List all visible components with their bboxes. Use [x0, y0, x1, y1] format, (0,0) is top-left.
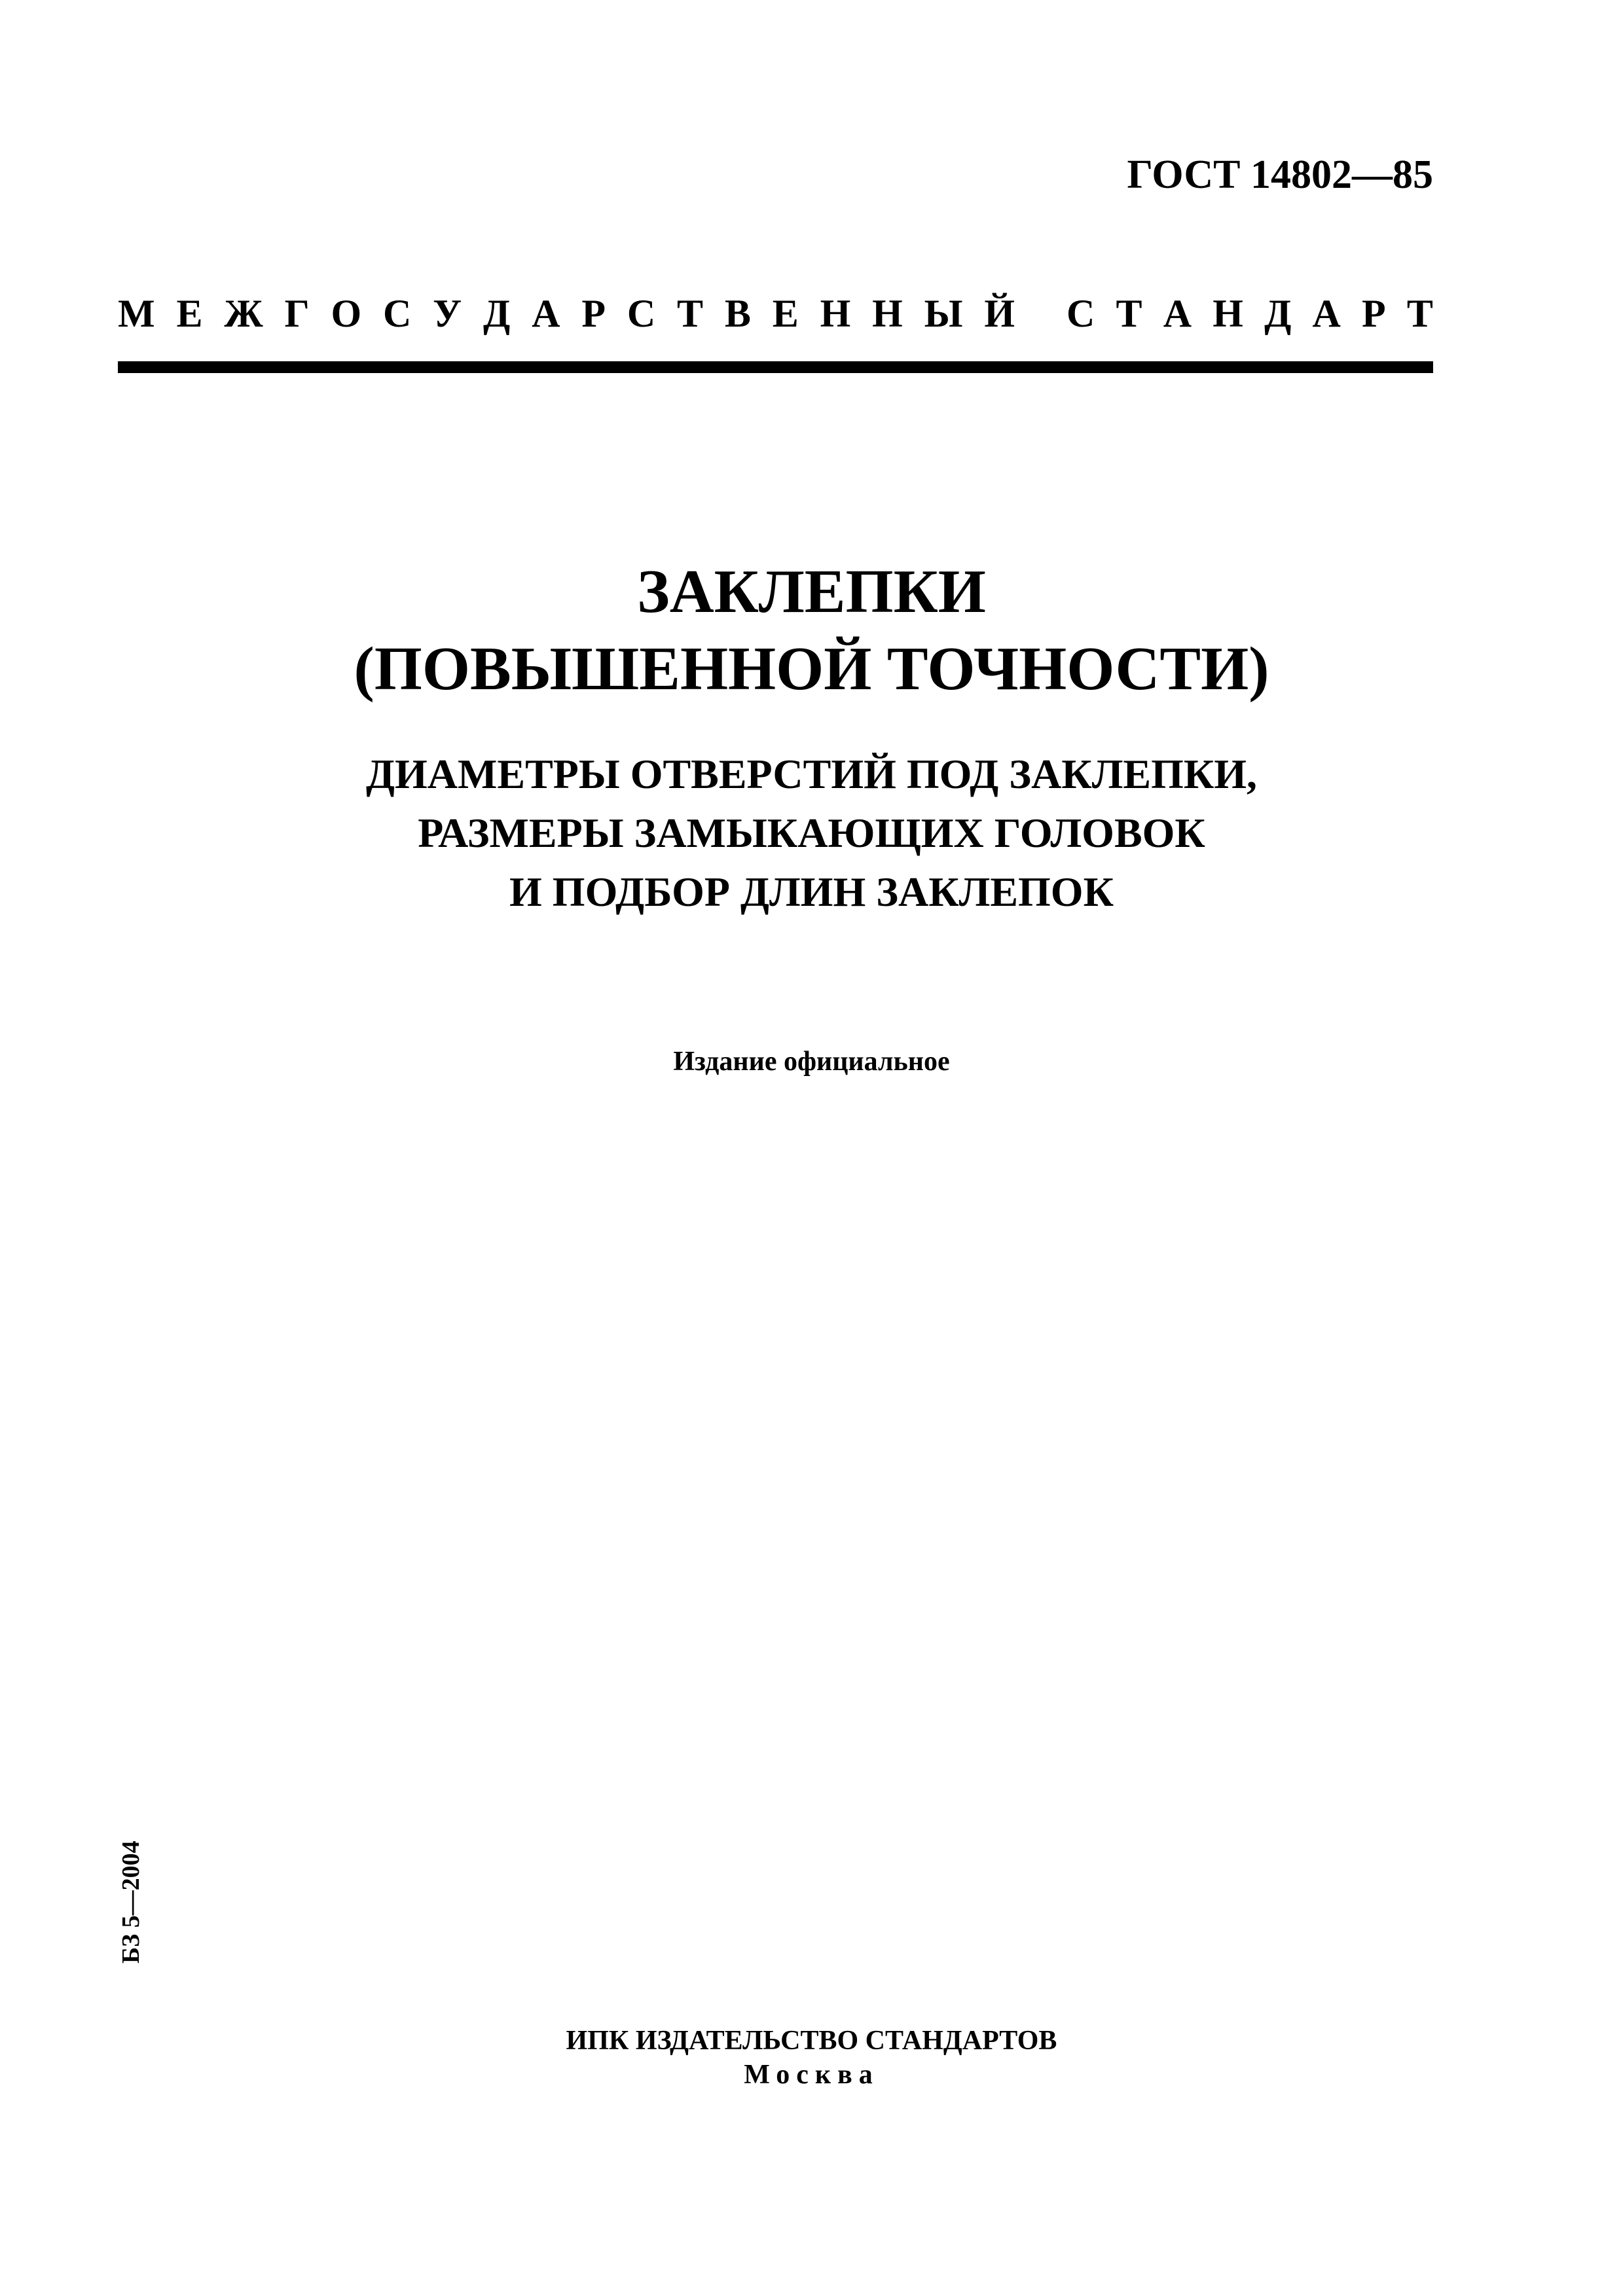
category-letter: Е — [772, 292, 799, 335]
category-letter: У — [433, 292, 462, 335]
publisher-city: Москва — [744, 2060, 879, 2090]
category-letter: М — [118, 292, 155, 335]
category-letter: Д — [1264, 292, 1292, 335]
category-letter: В — [724, 292, 751, 335]
standard-category — [118, 291, 1433, 336]
document-subtitle — [0, 745, 1623, 922]
subtitle-line: И ПОДБОР ДЛИН ЗАКЛЕПОК — [509, 869, 1114, 915]
title-line: ЗАКЛЕПКИ — [637, 558, 986, 626]
category-letter: Р — [1362, 292, 1386, 335]
publisher-block — [0, 2024, 1623, 2092]
document-title — [0, 553, 1623, 708]
category-letter: Г — [284, 292, 310, 335]
category-letter: С — [1067, 292, 1095, 335]
standard-number: ГОСТ 14802—85 — [1127, 152, 1433, 197]
category-letter: Д — [483, 292, 511, 335]
category-letter: А — [1312, 292, 1341, 335]
category-letter: А — [532, 292, 560, 335]
category-letter: Р — [581, 292, 606, 335]
category-letter: А — [1163, 292, 1192, 335]
title-line: (ПОВЫШЕННОЙ ТОЧНОСТИ) — [354, 635, 1269, 703]
category-letter: Т — [1406, 292, 1433, 335]
category-word-interstate — [118, 291, 1015, 336]
edition-label: Издание официальное — [673, 1047, 950, 1077]
category-word-standard — [1067, 291, 1433, 336]
category-letter: С — [627, 292, 656, 335]
category-letter: Т — [676, 292, 704, 335]
header-rule — [118, 361, 1433, 373]
subtitle-line: ДИАМЕТРЫ ОТВЕРСТИЙ ПОД ЗАКЛЕПКИ, — [365, 751, 1258, 797]
category-letter: С — [383, 292, 412, 335]
category-letter: Н — [872, 292, 903, 335]
category-letter: Н — [820, 292, 851, 335]
category-letter: Й — [984, 292, 1015, 335]
side-code: БЗ 5—2004 — [117, 1840, 145, 1964]
category-letter: Ж — [224, 292, 263, 335]
publisher-name: ИПК ИЗДАТЕЛЬСТВО СТАНДАРТОВ — [566, 2026, 1057, 2056]
subtitle-line: РАЗМЕРЫ ЗАМЫКАЮЩИХ ГОЛОВОК — [418, 810, 1205, 856]
category-letter: Ы — [924, 292, 963, 335]
category-letter: Т — [1116, 292, 1142, 335]
category-letter: Е — [176, 292, 203, 335]
category-letter: Н — [1213, 292, 1243, 335]
category-letter: О — [331, 292, 362, 335]
